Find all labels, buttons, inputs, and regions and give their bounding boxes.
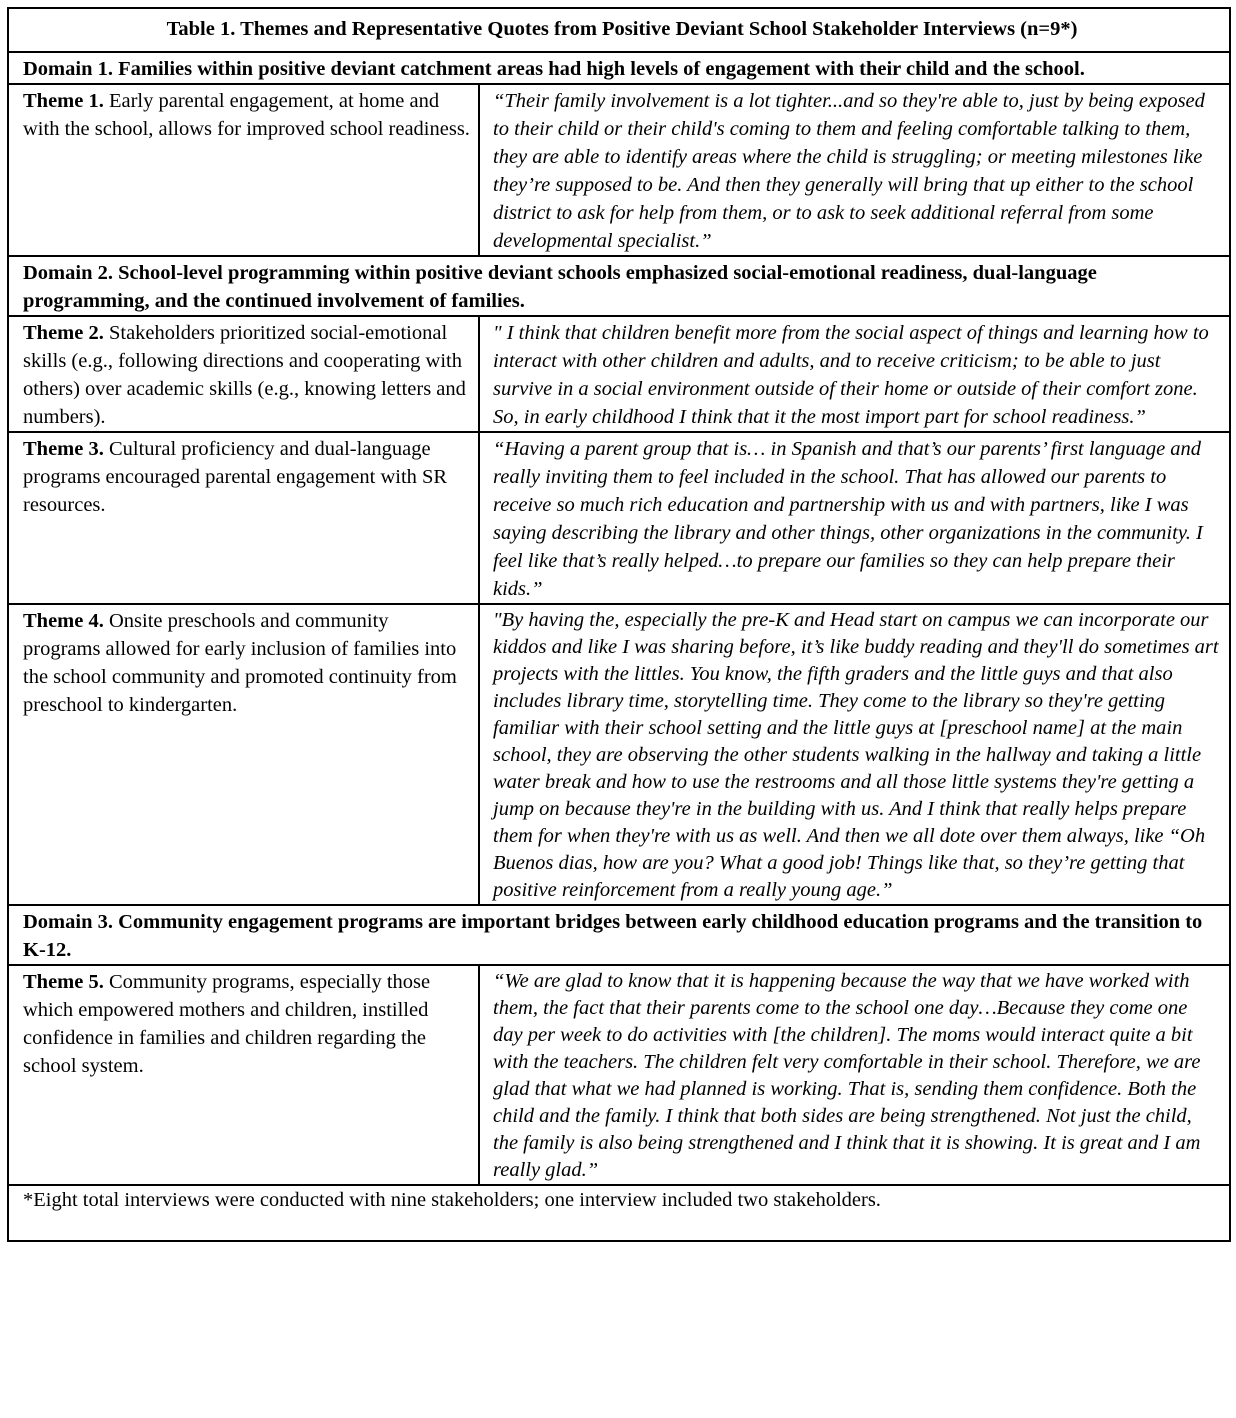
theme-5-quote: “We are glad to know that it is happening because the way that we have worked with them, the fact that their parents come to the school one day…Because they come one day per week to do activities with [the children]. The moms would interact quite a bit with the teachers. The children felt very comfortable in their school. Therefore, we are glad that what we had planned is working. That is, sending them confidence. Both the child and the family. I think that both sides are being strengthened. Not just the child, the family is also being strengthened and I think that it is showing. It is great and I am really glad.” <box>479 965 1230 1185</box>
domain-row <box>8 256 1230 316</box>
theme-4-cell <box>8 604 479 905</box>
footnote-row <box>8 1185 1230 1241</box>
theme-3-text: Cultural proficiency and dual-language programs encouraged parental engagement with SR resources. <box>23 438 448 516</box>
theme-2-label: Theme 2. <box>23 322 104 344</box>
domain-row <box>8 52 1230 84</box>
theme-row <box>8 604 1230 905</box>
theme-3-quote: “Having a parent group that is… in Spanish and that’s our parents’ first language and really inviting them to feel included in the school. That has allowed our parents to receive so much rich education and partnership with us and with partners, like I was saying describing the library and other things, other organizations in the community. I feel like that’s really helped…to prepare our families so they can help prepare their kids.” <box>479 432 1230 604</box>
table-footnote: *Eight total interviews were conducted with nine stakeholders; one interview included two stakeholders. <box>8 1185 1230 1241</box>
theme-1-cell <box>8 84 479 256</box>
theme-3-cell <box>8 432 479 604</box>
theme-row <box>8 965 1230 1185</box>
title-row <box>8 8 1230 52</box>
domain-1-heading: Domain 1. Families within positive deviant catchment areas had high levels of engagement with their child and the school. <box>8 52 1230 84</box>
domain-row <box>8 905 1230 965</box>
table-title: Table 1. Themes and Representative Quotes from Positive Deviant School Stakeholder Interviews (n=9*) <box>8 8 1230 52</box>
theme-row <box>8 84 1230 256</box>
theme-5-cell <box>8 965 479 1185</box>
theme-2-cell <box>8 316 479 432</box>
theme-5-text: Community programs, especially those which empowered mothers and children, instilled confidence in families and children regarding the school system. <box>23 971 431 1077</box>
theme-1-text: Early parental engagement, at home and with the school, allows for improved school readiness. <box>23 90 470 140</box>
theme-3-label: Theme 3. <box>23 438 104 460</box>
theme-row <box>8 432 1230 604</box>
domain-2-heading: Domain 2. School-level programming within positive deviant schools emphasized social-emotional readiness, dual-language programming, and the continued involvement of families. <box>8 256 1230 316</box>
theme-row <box>8 316 1230 432</box>
domain-3-heading: Domain 3. Community engagement programs are important bridges between early childhood education programs and the transition to K-12. <box>8 905 1230 965</box>
theme-2-quote: " I think that children benefit more from the social aspect of things and learning how to interact with other children and adults, and to receive criticism; to be able to just survive in a social environment outside of their home or outside of their comfort zone. So, in early childhood I think that it the most import part for school readiness.” <box>479 316 1230 432</box>
theme-1-label: Theme 1. <box>23 90 104 112</box>
theme-2-text: Stakeholders prioritized social-emotional skills (e.g., following directions and cooperating with others) over academic skills (e.g., knowing letters and numbers). <box>23 322 466 428</box>
theme-4-quote: "By having the, especially the pre-K and Head start on campus we can incorporate our kiddos and like I was sharing before, it’s like buddy reading and they'll do sometimes art projects with the littles. You know, the fifth graders and the little guys and that also includes library time, storytelling time. They come to the library so they're getting familiar with their school setting and the little guys at [preschool name] at the main school, they are observing the other students walking in the hallway and taking a little water break and how to use the restrooms and all those little systems they're getting a jump on because they're in the building with us. And I think that really helps prepare them for when they're with us as well. And then we all dote over them always, like “Oh Buenos dias, how are you? What a good job! Things like that, so they’re getting that positive reinforcement from a really young age.” <box>479 604 1230 905</box>
theme-4-label: Theme 4. <box>23 610 104 632</box>
themes-table <box>7 7 1231 1242</box>
theme-1-quote: “Their family involvement is a lot tighter...and so they're able to, just by being exposed to their child or their child's coming to them and feeling comfortable talking to them, they are able to identify areas where the child is struggling; or meeting milestones like they’re supposed to be. And then they generally will bring that up either to the school district to ask for help from them, or to ask to seek additional referral from some developmental specialist.” <box>479 84 1230 256</box>
theme-5-label: Theme 5. <box>23 971 104 993</box>
theme-4-text: Onsite preschools and community programs allowed for early inclusion of families into the school community and promoted continuity from preschool to kindergarten. <box>23 610 457 716</box>
